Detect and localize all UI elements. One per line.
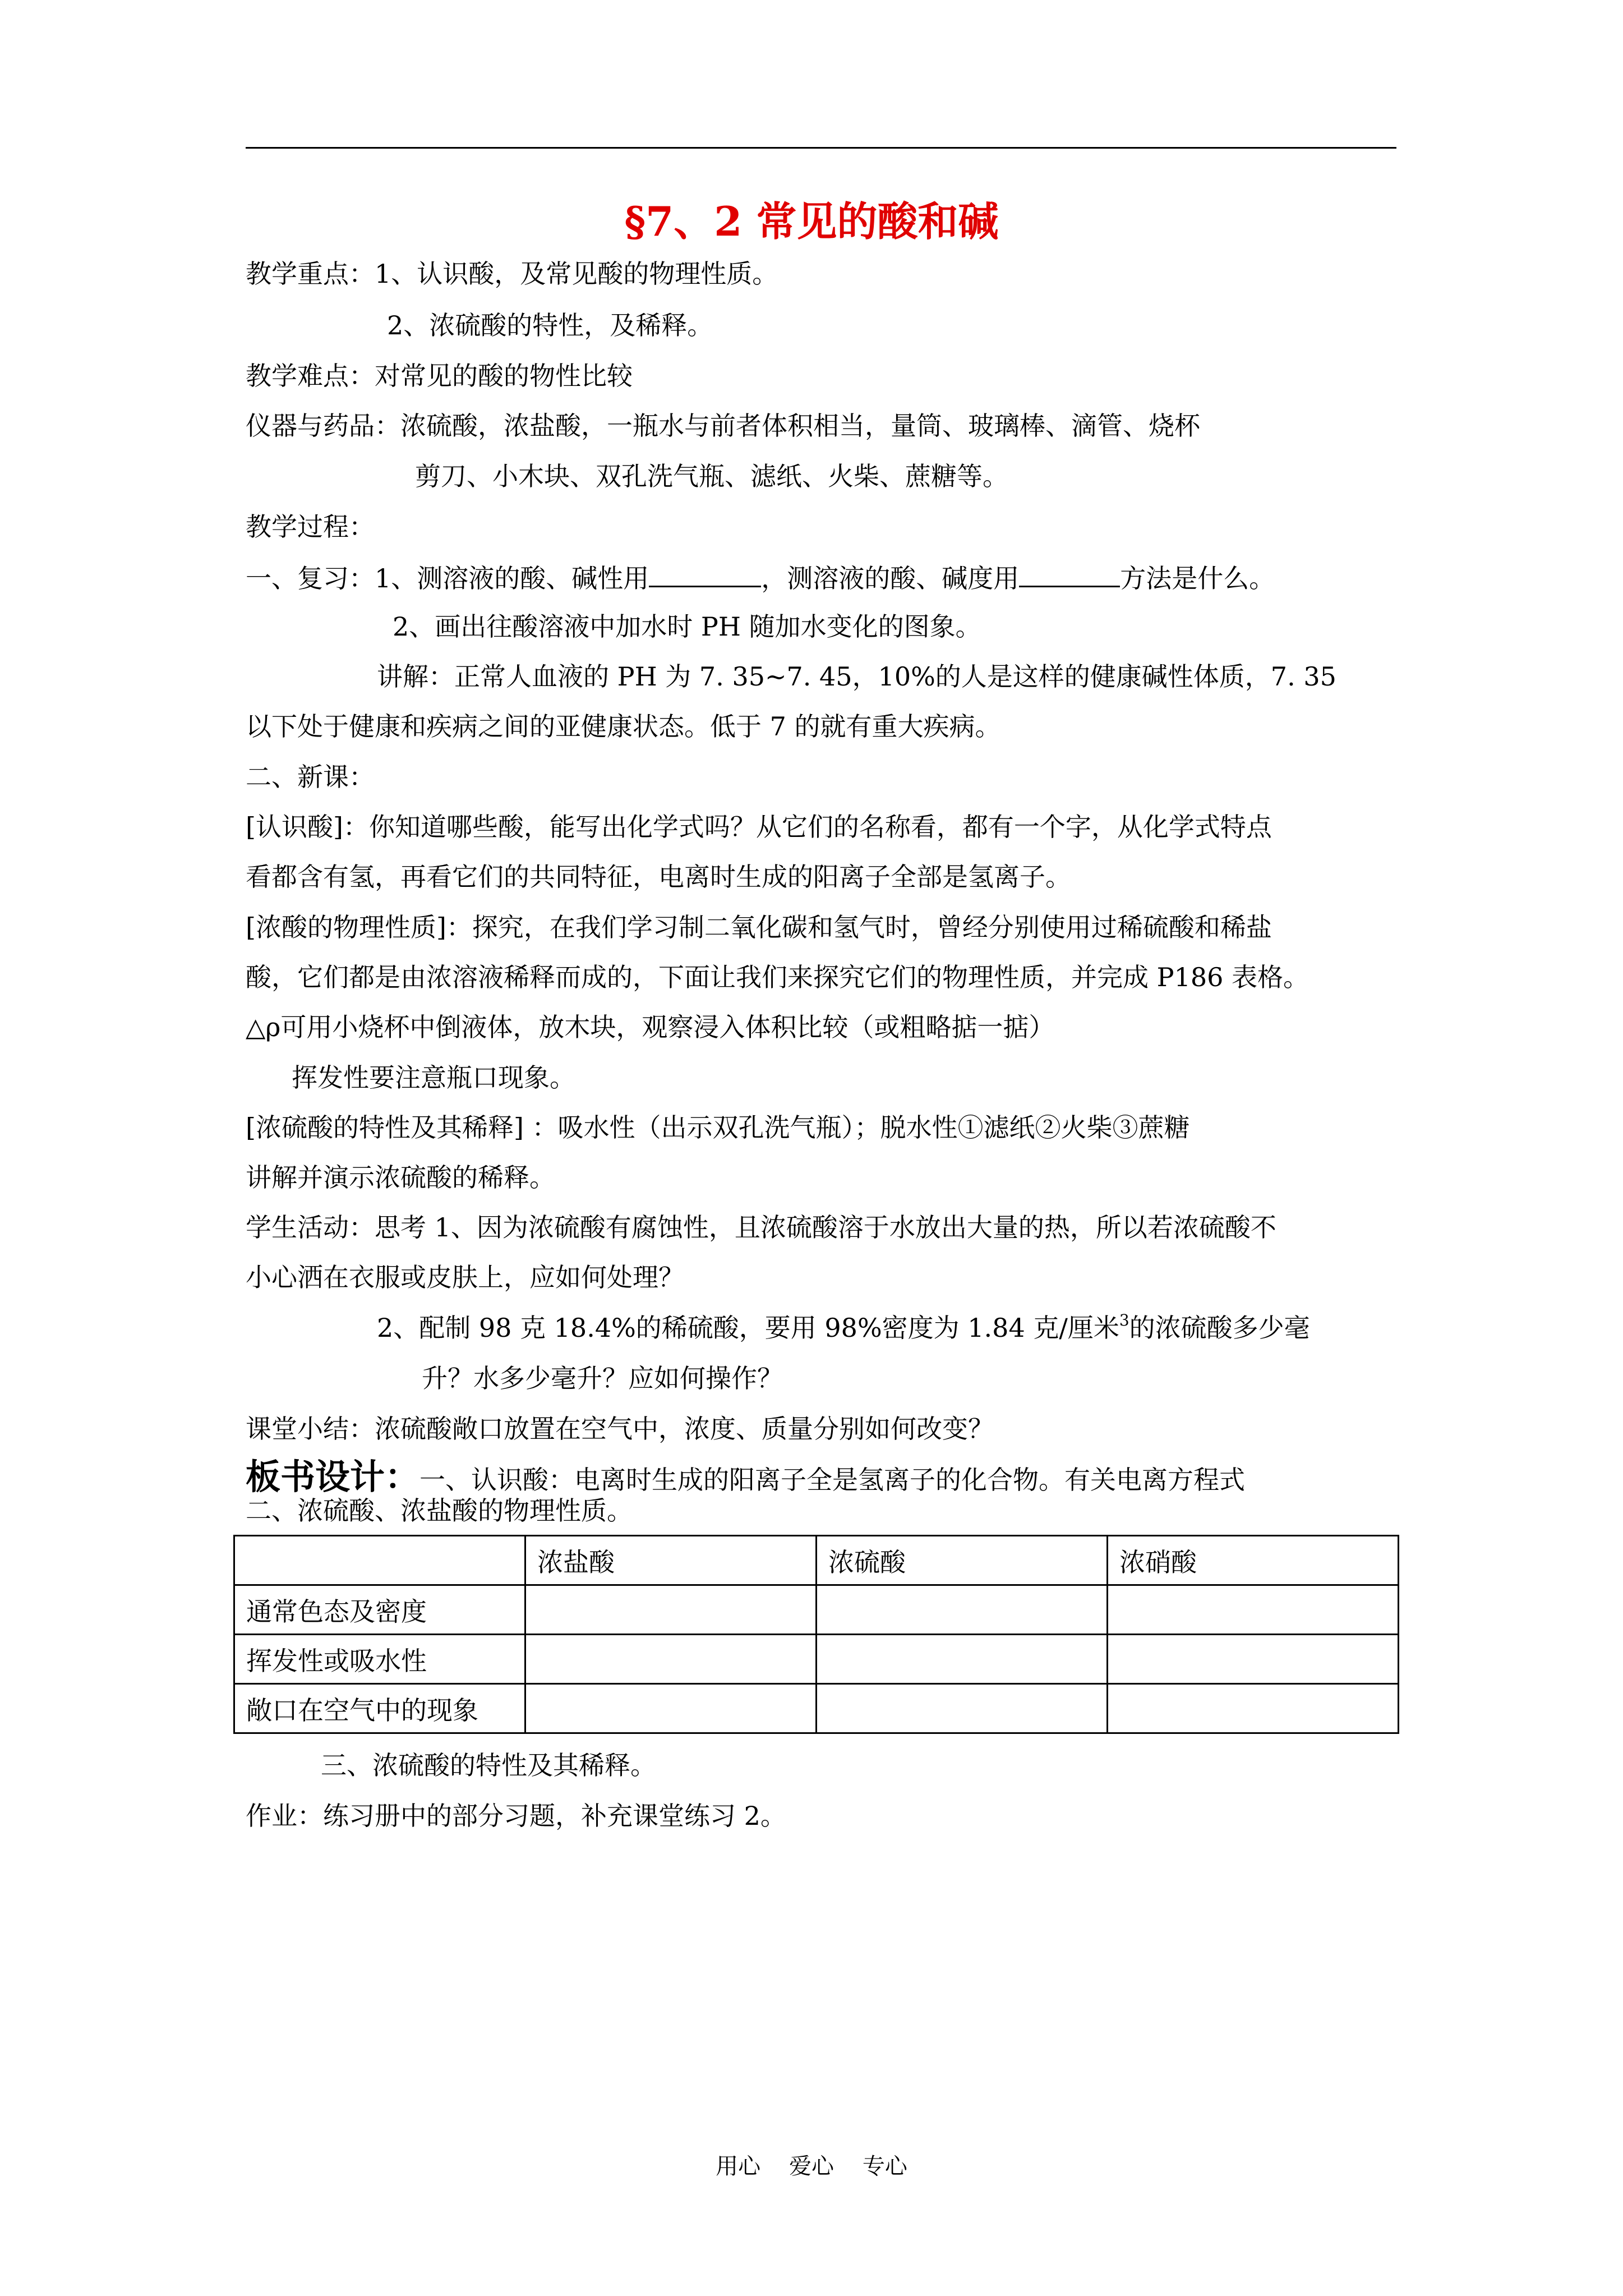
board-design-line-3: 三、浓硫酸的特性及其稀释。 xyxy=(321,1750,656,1780)
activity-line-3-post: 的浓硫酸多少毫 xyxy=(1129,1313,1310,1343)
page-footer: 用心 爱心 专心 xyxy=(716,2154,907,2179)
table-cell: 通常色态及密度 xyxy=(234,1585,525,1635)
table-header-row xyxy=(234,1536,1399,1585)
table-cell xyxy=(817,1585,1108,1635)
table-cell xyxy=(525,1635,817,1684)
explain-line-2: 以下处于健康和疾病之间的亚健康状态。低于 7 的就有重大疾病。 xyxy=(246,711,1001,742)
table-row xyxy=(234,1684,1399,1733)
review-part-a: 一、复习：1、测溶液的酸、碱性用 xyxy=(246,563,649,593)
board-design-label: 板书设计： xyxy=(246,1456,420,1497)
table-cell xyxy=(1108,1684,1399,1733)
know-acid-line-1: [认识酸]：你知道哪些酸，能写出化学式吗？从它们的名称看，都有一个字，从化学式特点 xyxy=(246,812,1272,842)
table-cell: 挥发性或吸水性 xyxy=(234,1635,525,1684)
board-design-line-2: 二、浓硫酸、浓盐酸的物理性质。 xyxy=(246,1496,633,1526)
table-header-cell: 浓硝酸 xyxy=(1108,1536,1399,1585)
header-rule xyxy=(246,147,1396,149)
table-cell xyxy=(525,1585,817,1635)
physical-line-4: 挥发性要注意瓶口现象。 xyxy=(292,1062,575,1093)
new-lesson-heading: 二、新课： xyxy=(246,762,375,792)
answer-blank-1 xyxy=(649,558,761,587)
table-cell xyxy=(817,1684,1108,1733)
review-part-c: 方法是什么。 xyxy=(1120,563,1275,593)
difficulty-line: 教学难点：对常见的酸的物性比较 xyxy=(246,361,633,391)
review-line-2: 2、画出往酸溶液中加水时 PH 随加水变化的图象。 xyxy=(393,611,981,642)
physical-line-3: △ρ可用小烧杯中倒液体，放木块，观察浸入体积比较（或粗略掂一掂） xyxy=(246,1012,1055,1042)
materials-line-2: 剪刀、小木块、双孔洗气瓶、滤纸、火柴、蔗糖等。 xyxy=(415,461,1008,491)
focus-line-2: 2、浓硫酸的特性，及稀释。 xyxy=(387,310,713,341)
table-cell xyxy=(525,1684,817,1733)
table-header-cell: 浓硫酸 xyxy=(817,1536,1108,1585)
physical-line-1: [浓酸的物理性质]：探究，在我们学习制二氧化碳和氢气时，曾经分别使用过稀硫酸和稀盐 xyxy=(246,912,1272,942)
physical-line-2: 酸，它们都是由浓溶液稀释而成的，下面让我们来探究它们的物理性质，并完成 P186 表格。 xyxy=(246,962,1309,992)
activity-line-4: 升？水多少毫升？应如何操作？ xyxy=(422,1363,783,1393)
process-heading: 教学过程： xyxy=(246,512,375,542)
activity-line-2: 小心洒在衣服或皮肤上，应如何处理？ xyxy=(246,1262,684,1292)
cube-superscript: 3 xyxy=(1119,1311,1129,1329)
activity-line-3-pre: 2、配制 98 克 18.4%的稀硫酸，要用 98%密度为 1.84 克/厘米 xyxy=(377,1313,1119,1343)
know-acid-line-2: 看都含有氢，再看它们的共同特征，电离时生成的阳离子全部是氢离子。 xyxy=(246,862,1071,892)
review-part-b: ，测溶液的酸、碱度用 xyxy=(761,563,1020,593)
table-cell: 敞口在空气中的现象 xyxy=(234,1684,525,1733)
board-design-text-1: 一、认识酸：电离时生成的阳离子全是氢离子的化合物。有关电离方程式 xyxy=(419,1465,1246,1495)
table-header-cell xyxy=(234,1536,525,1585)
review-line-1 xyxy=(246,558,1275,597)
explain-line-1: 讲解：正常人血液的 PH 为 7. 35~7. 45，10%的人是这样的健康碱性体质，7. 35 xyxy=(377,661,1336,692)
sulfuric-line-2: 讲解并演示浓硫酸的稀释。 xyxy=(246,1162,555,1193)
focus-line-1: 教学重点：1、认识酸，及常见酸的物理性质。 xyxy=(246,259,778,289)
homework-line: 作业：练习册中的部分习题，补充课堂练习 2。 xyxy=(246,1801,786,1831)
table-cell xyxy=(1108,1635,1399,1684)
table-cell xyxy=(1108,1585,1399,1635)
table-row xyxy=(234,1635,1399,1684)
table-row xyxy=(234,1585,1399,1635)
properties-table xyxy=(233,1535,1399,1734)
activity-line-1: 学生活动：思考 1、因为浓硫酸有腐蚀性，且浓硫酸溶于水放出大量的热，所以若浓硫酸不 xyxy=(246,1212,1276,1243)
answer-blank-2 xyxy=(1019,558,1120,587)
summary-line: 课堂小结：浓硫酸敞口放置在空气中，浓度、质量分别如何改变？ xyxy=(246,1414,994,1444)
table-header-cell: 浓盐酸 xyxy=(525,1536,817,1585)
table-cell xyxy=(817,1635,1108,1684)
activity-line-3 xyxy=(377,1309,1310,1346)
sulfuric-line-1: [浓硫酸的特性及其稀释] ：吸水性（出示双孔洗气瓶）；脱水性①滤纸②火柴③蔗糖 xyxy=(246,1112,1190,1143)
materials-line-1: 仪器与药品：浓硫酸，浓盐酸，一瓶水与前者体积相当，量筒、玻璃棒、滴管、烧杯 xyxy=(246,411,1200,441)
page-title: §7、2 常见的酸和碱 xyxy=(624,197,999,245)
